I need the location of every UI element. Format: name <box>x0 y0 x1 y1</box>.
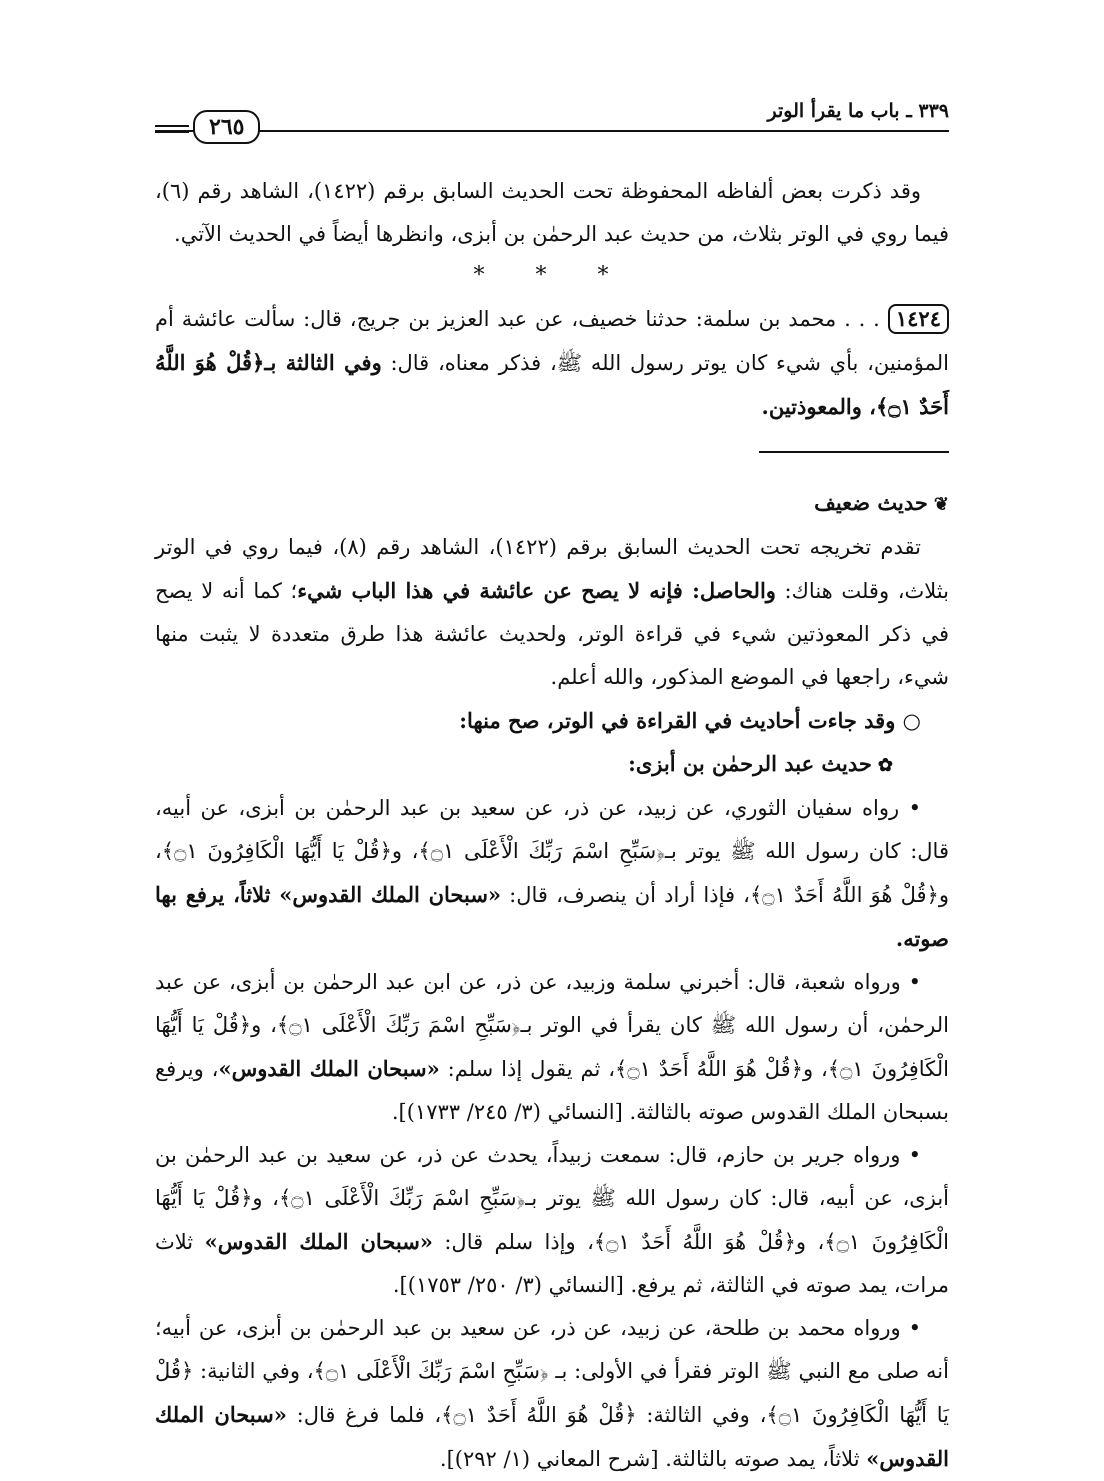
hadith-text: . . . محمد بن سلمة: حدثنا خصيف، عن عبد العزيز بن جريج، قال: سألت عائشة أم المؤمنين، بأي شيء كان يوتر رسول الله ﷺ، فذكر معناه، قال: <box>155 307 949 375</box>
grade-paragraph: تقدم تخريجه تحت الحديث السابق برقم (١٤٢٢)، الشاهد رقم (٨)، فيما روي في الوتر بثلاث، وقلت هناك: والحاصل: فإنه لا يصح عن عائشة في هذا الباب شيء؛ كما أنه لا يصح في ذكر المعوذتين شيء في قراءة الوتر، ولحديث عائشة هذا طرق متعددة لا يثبت منها شيء، راجعها في الموضع المذكور، والله أعلم. <box>155 535 949 689</box>
footnote-rule <box>759 451 949 453</box>
narration-3: • ورواه جرير بن حازم، قال: سمعت زبيداً، يحدث عن ذر، عن سعيد بن عبد الرحمٰن بن أبزى، عن أبيه، قال: كان رسول الله ﷺ يوتر بـ﴿سَبِّحِ اسْمَ رَبِّكَ الْأَعْلَى ۝١﴾، و﴿قُلْ يَا أَيُّهَا الْكَافِرُونَ ۝١﴾، و﴿قُلْ هُوَ اللَّهُ أَحَدٌ ۝١﴾، وإذا سلم قال: «سبحان الملك القدوس» ثلاث مرات، يمد صوته في الثالثة، ثم يرفع. [النسائي (٣/ ٢٥٠/ ١٧٥٣)]. <box>155 1143 950 1297</box>
chapter-title: ٣٣٩ ـ باب ما يقرأ الوتر <box>767 100 949 122</box>
narration-4: • ورواه محمد بن طلحة، عن زبيد، عن ذر، عن سعيد بن عبد الرحمٰن بن أبزى، عن أبيه؛ أنه صلى مع النبي ﷺ الوتر فقرأ في الأولى: بـ ﴿سَبِّحِ اسْمَ رَبِّكَ الْأَعْلَى ۝١﴾، وفي الثانية: ﴿قُلْ يَا أَيُّهَا الْكَافِرُونَ ۝١﴾، وفي الثالثة: ﴿قُلْ هُوَ اللَّهُ أَحَدٌ ۝١﴾، فلما فرغ قال: «سبحان الملك القدوس» ثلاثاً، يمد صوته بالثالثة. [شرح المعاني (١/ ٢٩٢)]. <box>155 1316 949 1471</box>
intro-paragraph: وقد ذكرت بعض ألفاظه المحفوظة تحت الحديث السابق برقم (١٤٢٢)، الشاهد رقم (٦)، فيما روي في الوتر بثلاث، من حديث عبد الرحمٰن بن أبزى، وانظرها أيضاً في الحديث الآتي. <box>155 179 949 246</box>
narration-2: • ورواه شعبة، قال: أخبرني سلمة وزبيد، عن ذر، عن ابن عبد الرحمٰن بن أبزى، عن عبد الرحمٰن، أن رسول الله ﷺ كان يقرأ في الوتر بـ﴿سَبِّحِ اسْمَ رَبِّكَ الْأَعْلَى ۝١﴾، و﴿قُلْ يَا أَيُّهَا الْكَافِرُونَ ۝١﴾، و﴿قُلْ هُوَ اللَّهُ أَحَدٌ ۝١﴾، ثم يقول إذا سلم: «سبحان الملك القدوس»، ويرفع بسبحان الملك القدوس صوته بالثالثة. [النسائي (٣/ ٢٤٥/ ١٧٣٣)]. <box>155 970 949 1124</box>
header-ornament <box>155 125 189 133</box>
hadith-text-bold: وفي الثالثة بـ﴿قُلْ هُوَ اللَّهُ أَحَدٌ ۝١﴾، والمعوذتين. <box>155 350 949 419</box>
page-header <box>155 100 949 150</box>
header-rule <box>155 130 949 132</box>
section-separator: * * * <box>473 263 631 288</box>
narration-1: • رواه سفيان الثوري، عن زبيد، عن ذر، عن سعيد بن عبد الرحمٰن بن أبزى، عن أبيه، قال: كان رسول الله ﷺ يوتر بـ﴿سَبِّحِ اسْمَ رَبِّكَ الْأَعْلَى ۝١﴾، و﴿قُلْ يَا أَيُّهَا الْكَافِرُونَ ۝١﴾، و﴿قُلْ هُوَ اللَّهُ أَحَدٌ ۝١﴾، فإذا أراد أن ينصرف، قال: «سبحان الملك القدوس» ثلاثاً، يرفع بها صوته. <box>155 796 949 951</box>
hadith-number: ١٤٢٤ <box>888 304 949 334</box>
sahih-intro: ○ وقد جاءت أحاديث في القراءة في الوتر، صح منها: <box>459 708 921 733</box>
sub-heading: ✿حديث عبد الرحمٰن بن أبزى: <box>155 742 949 787</box>
hadith-paragraph <box>155 298 949 429</box>
page-number: ٢٦٥ <box>193 110 260 144</box>
grade-title: ❦حديث ضعيف <box>155 481 949 526</box>
page-content <box>155 170 949 1481</box>
leaf-icon: ❦ <box>933 494 949 515</box>
flower-icon: ✿ <box>877 755 893 776</box>
